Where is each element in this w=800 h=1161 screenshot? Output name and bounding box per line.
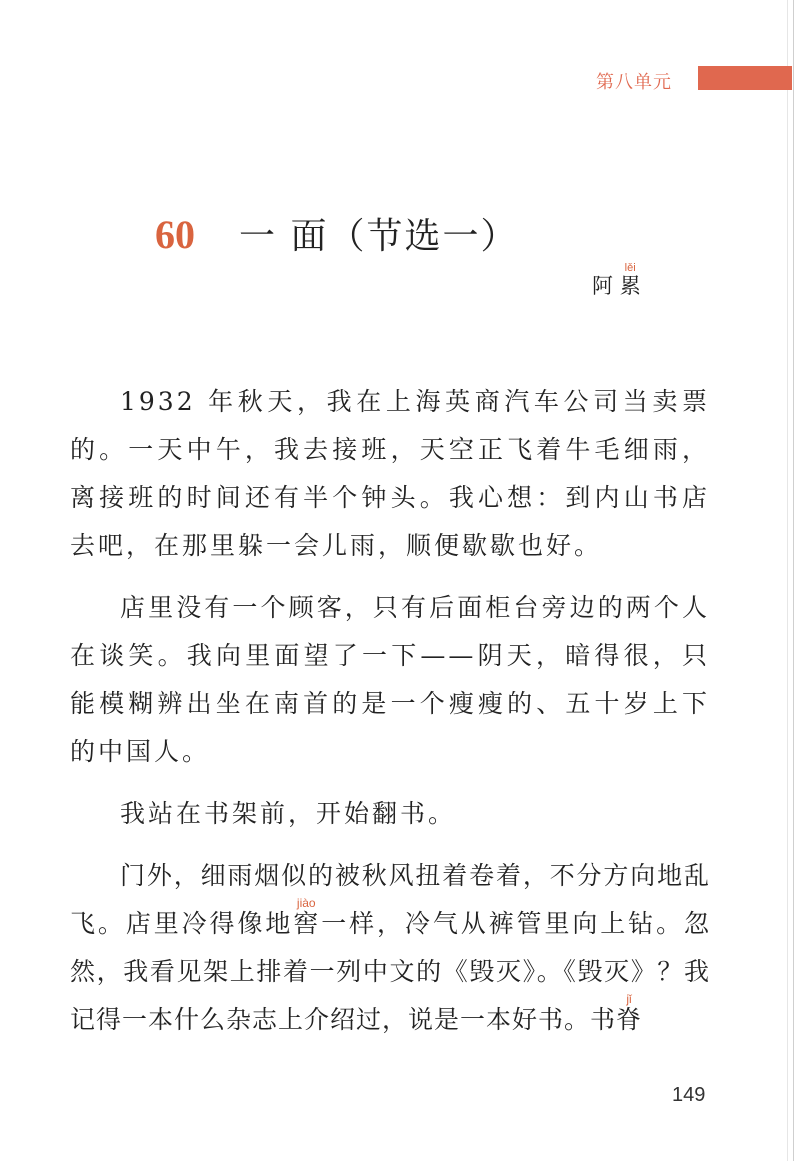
author-name-part: 阿 [592,274,620,298]
lesson-name: 一 面（节选一） [239,216,519,257]
page-edge [793,0,794,1161]
ruby-ji [616,992,643,1034]
lesson-title [155,208,518,259]
author-pinyin: lěi [619,262,641,274]
paragraph-2: 店里没有一个顾客，只有后面柜台旁边的两个人在谈笑。我向里面望了一下——阴天，暗得很，只能模糊辨出坐在南首的是一个瘦瘦的、五十岁上下的中国人。 [70,593,710,766]
ruby-ji-char: 脊 [616,1005,643,1034]
ruby-jiao [293,896,322,938]
ruby-jiao-char: 窖 [293,909,322,938]
paragraph-4-part-2: 一样，冷气从裤管里向上钻。忽然，我看见架上排着一列中文的《毁灭》。《毁灭》？我记得一本什么杂志上介绍过，说是一本好书。书 [70,909,710,1034]
article-body [70,378,710,1058]
pinyin-ji: jǐ [616,992,643,1006]
paragraph-3: 我站在书架前，开始翻书。 [120,799,457,828]
page-number: 149 [672,1084,706,1106]
author-name [592,262,641,300]
paragraph-1: 1932 年秋天，我在上海英商汽车公司当卖票的。一天中午，我去接班，天空正飞着牛毛细雨，离接班的时间还有半个钟头。我心想：到内山书店去吧，在那里躲一会儿雨，顺便歇歇也好。 [70,387,710,560]
page-edge-shadow [787,0,788,1161]
unit-label: 第八单元 [596,72,672,93]
author-ruby [619,262,641,298]
paragraph-4 [70,852,710,1044]
lesson-number: 60 [155,212,195,257]
unit-color-bar [698,66,792,90]
pinyin-jiao: jiào [293,896,320,910]
paragraph-4-part-1: 门外，细雨烟似的被秋风扭着卷着，不分方向地乱飞。店里冷得像地 [70,861,710,938]
author-ruby-char: 累 [619,274,641,298]
